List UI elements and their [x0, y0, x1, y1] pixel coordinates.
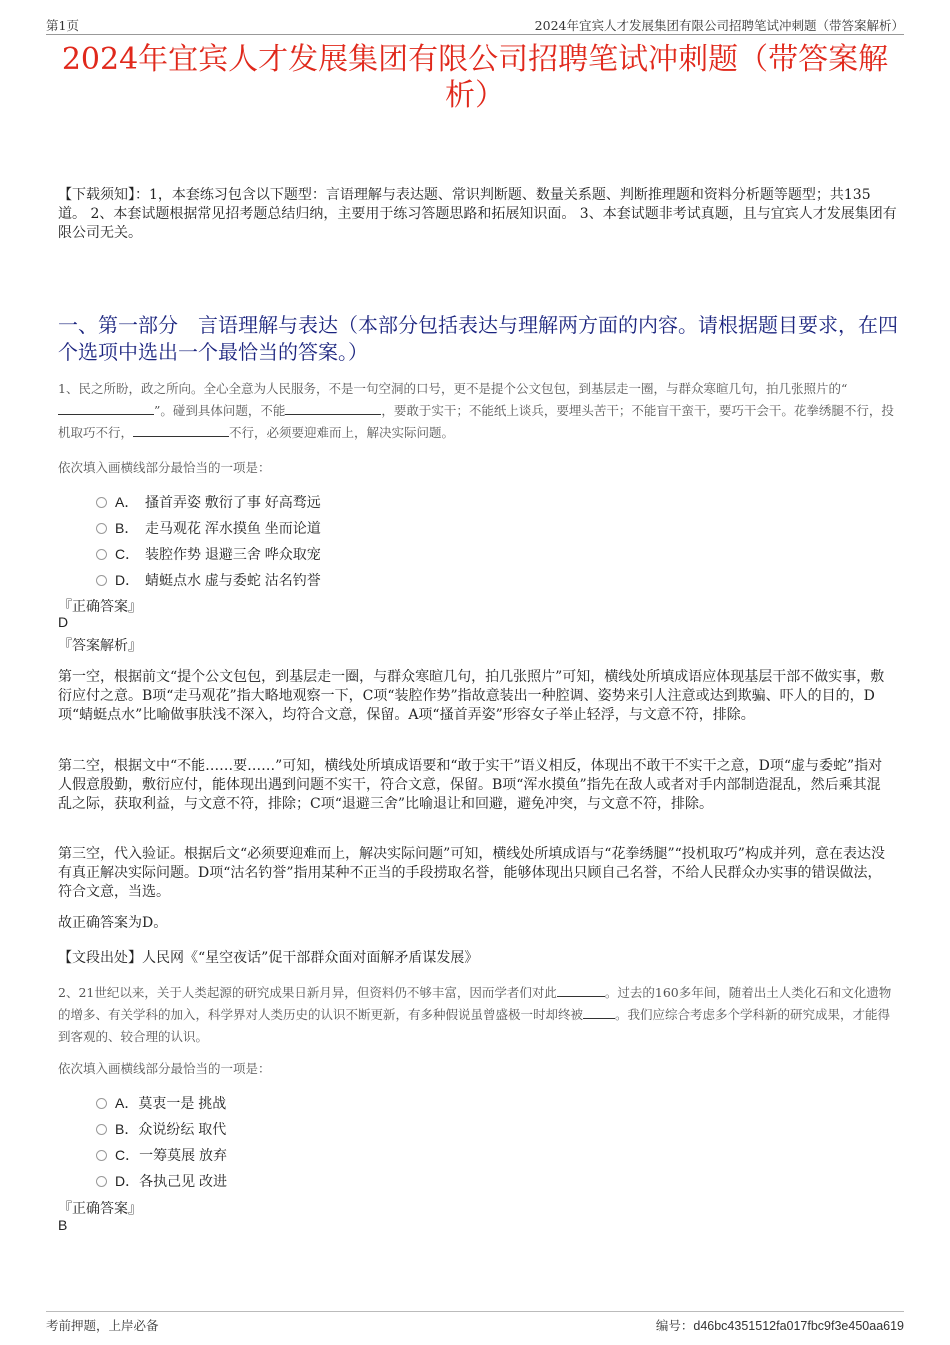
option-c[interactable]: C．一筹莫展 放弃 [96, 1145, 227, 1165]
download-notice: 【下载须知】：1，本套练习包含以下题型：言语理解与表达题、常识判断题、数量关系题、判断推理题和资料分析题等题型；共135道。 2、本套试题根据常见招考题总结归纳，主要用于练习答题思路和拓展知识面。 3、本套试题非考试真题，且与宜宾人才发展集团有限公司无关。 [58, 187, 897, 241]
radio-icon[interactable] [96, 549, 107, 560]
analysis-paragraph-3: 第三空，代入验证。根据后文“必须要迎难而上，解决实际问题”可知，横线处所填成语与“花拳绣腿”“投机取巧”构成并列，意在表达没有真正解决实际问题。D项“沽名钓誉”指用某种不正当的手段捞取名誉，能够体现出只顾自己名誉，不给人民群众办实事的错误做法，符合文意，当选。 [58, 846, 885, 900]
blank-1 [58, 400, 154, 415]
page-number: 第1页 [46, 18, 79, 33]
radio-icon[interactable] [96, 575, 107, 586]
option-b[interactable]: B． 走马观花 浑水摸鱼 坐而论道 [96, 518, 321, 538]
passage-source: 【文段出处】人民网《“星空夜话”促干部群众面对面解矛盾谋发展》 [58, 950, 479, 966]
radio-icon[interactable] [96, 1150, 107, 1161]
option-b[interactable]: B．众说纷纭 取代 [96, 1119, 226, 1139]
analysis-paragraph-1: 第一空，根据前文“提个公文包包，到基层走一圈，与群众寒暄几句，拍几张照片”可知，横线处所填成语应体现基层干部不做实事，敷衍应付之意。B项“走马观花”指大略地观察一下，C项“装腔作势”指故意装出一种腔调、姿势来引人注意或达到欺骗、吓人的目的，D项“蜻蜓点水”比喻做事肤浅不深入，均符合文意，保留。A项“搔首弄姿”形容女子举止轻浮，与文意不符，排除。 [58, 669, 885, 723]
radio-icon[interactable] [96, 523, 107, 534]
blank-2 [583, 1004, 615, 1019]
analysis-conclusion: 故正确答案为D。 [58, 915, 168, 931]
analysis-label: 『答案解析』 [58, 638, 142, 654]
blank-3 [133, 422, 229, 437]
footer-slogan: 考前押题，上岸必备 [46, 1318, 159, 1333]
radio-icon[interactable] [96, 1124, 107, 1135]
correct-answer: B [58, 1217, 68, 1233]
blank-1 [557, 982, 605, 997]
page-header [46, 14, 904, 35]
option-d[interactable]: D．各执己见 改进 [96, 1171, 227, 1191]
section-heading: 一、第一部分 言语理解与表达（本部分包括表达与理解两方面的内容。请根据题目要求，在四个选项中选出一个最恰当的答案。） [58, 313, 898, 364]
radio-icon[interactable] [96, 1176, 107, 1187]
option-a[interactable]: A． 搔首弄姿 敷衍了事 好高骛远 [96, 492, 321, 512]
correct-answer: D [58, 614, 69, 630]
option-c[interactable]: C． 装腔作势 退避三舍 哗众取宠 [96, 544, 321, 564]
document-title: 2024年宜宾人才发展集团有限公司招聘笔试冲刺题（带答案解析） [61, 42, 889, 113]
document-code: 编号：d46bc4351512fa017fbc9f3e450aa619 [655, 1318, 904, 1333]
analysis-paragraph-2: 第二空，根据文中“不能……要……”可知，横线处所填成语要和“敢于实干”语义相反，体现出不敢干不实干之意，D项“虚与委蛇”指对人假意殷勤，敷衍应付，能体现出遇到问题不实干，符合文意，保留。B项“浑水摸鱼”指先在敌人或者对手内部制造混乱，然后乘其混乱之际，获取利益，与文意不符，排除；C项“退避三舍”比喻退让和回避，避免冲突，与文意不符，排除。 [58, 758, 883, 812]
radio-icon[interactable] [96, 497, 107, 508]
correct-answer-label: 『正确答案』 [58, 1201, 142, 1217]
question-1-stem: 1、民之所盼，政之所向。全心全意为人民服务，不是一句空洞的口号，更不是提个公文包包，到基层走一圈，与群众寒暄几句，拍几张照片的“”。碰到具体问题，不能 ，要敢于实干；不能纸上谈兵，要埋头苦干；不能盲干蛮干，要巧干会干。花拳绣腿不行，投机取巧不行， 不行，必须要迎难而上，解决实际问题。 [58, 381, 894, 440]
question-2-stem: 2、21世纪以来，关于人类起源的研究成果日新月异，但资料仍不够丰富，因而学者们对此 。过去的160多年间，随着出土人类化石和文化遗物的增多、有关学科的加入，科学界对人类历史的认识不断更新，有多种假说虽曾盛极一时却终被 。我们应综合考虑多个学科新的研究成果，才能得到客观的、较合理的认识。 [58, 982, 900, 1048]
page-footer [46, 1311, 904, 1334]
radio-icon[interactable] [96, 1098, 107, 1109]
option-d[interactable]: D． 蜻蜓点水 虚与委蛇 沽名钓誉 [96, 570, 321, 590]
question-1-prompt: 依次填入画横线部分最恰当的一项是： [58, 460, 271, 475]
correct-answer-label: 『正确答案』 [58, 599, 142, 615]
header-doc-title: 2024年宜宾人才发展集团有限公司招聘笔试冲刺题（带答案解析） [534, 18, 904, 33]
blank-2 [285, 400, 381, 415]
option-a[interactable]: A．莫衷一是 挑战 [96, 1093, 226, 1113]
question-2-prompt: 依次填入画横线部分最恰当的一项是： [58, 1061, 271, 1076]
